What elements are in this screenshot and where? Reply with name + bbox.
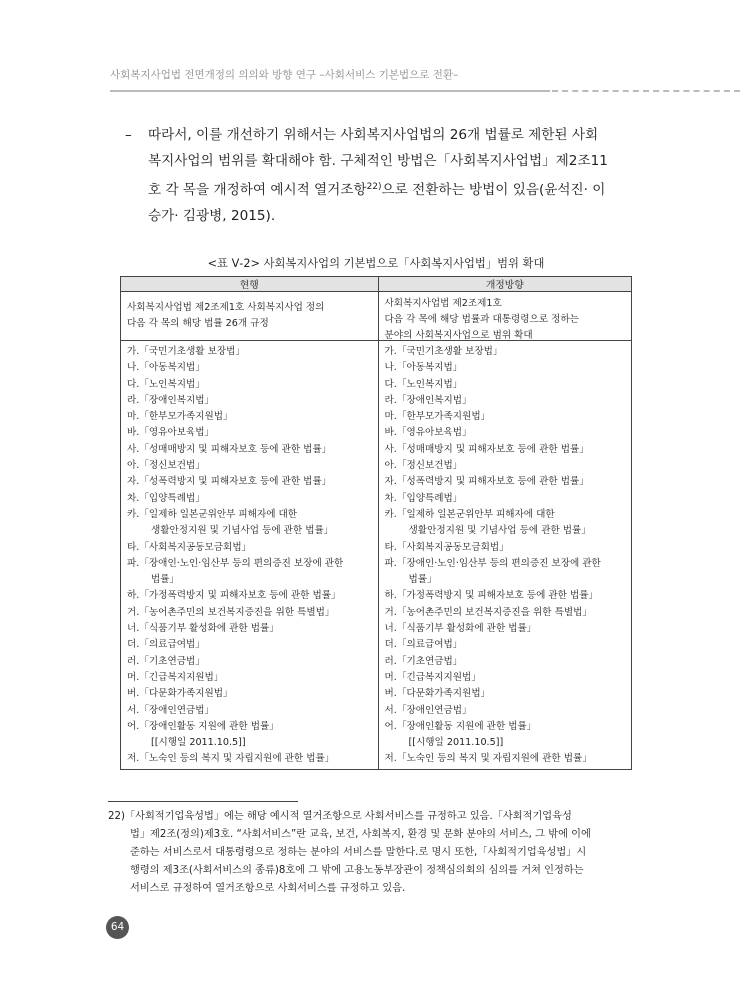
law-item: 바.「영유아보육법」 [384,427,472,439]
law-item: 아.「정신보건법」 [384,460,463,472]
law-item: 서.「장애인연금법」 [127,704,215,716]
law-item: 어.「장애인활동 지원에 관한 법률」 [384,720,537,732]
law-item: 사.「성매매방지 및 피해자보호 등에 관한 법률」 [384,443,589,455]
law-item: 나.「아동복지법」 [127,362,205,374]
law-item: 가.「국민기초생활 보장법」 [127,346,245,357]
law-item-continuation: 생활안정지원 및 기념사업 등에 관한 법률」 [151,525,334,537]
current-law-list [121,341,378,769]
law-item: 더.「의료급여법」 [127,639,205,651]
law-item: 머.「긴급복지지원법」 [127,671,224,683]
body-line-3-end: 으로 전환하는 방법이 있음(윤석진· 이 [381,182,606,198]
law-item: 바.「영유아보육법」 [127,427,215,439]
revised-intro-line: 다음 각 목에 해당 법률과 대통령령으로 정하는 [384,314,579,325]
law-item: 차.「입양특례법」 [127,492,205,504]
law-item: 머.「긴급복지지원법」 [384,671,481,683]
revised-intro-line: 분야의 사회복지사업으로 범위 확대 [384,330,533,341]
comparison-table [120,276,632,770]
law-item: 라.「장애인복지법」 [384,394,472,406]
header-rule [110,90,550,92]
law-item: 마.「한부모가족지원법」 [384,411,491,423]
law-item-continuation: 법률」 [408,574,437,586]
law-item: 타.「사회복지공동모금회법」 [127,541,252,553]
law-item: 파.「장애인·노인·임산부 등의 편의증진 보장에 관한 [384,557,601,569]
body-paragraph [125,122,645,229]
law-item: 버.「다문화가족지원법」 [384,688,491,700]
law-item: 파.「장애인·노인·임산부 등의 편의증진 보장에 관한 [127,557,344,569]
law-item: 버.「다문화가족지원법」 [127,688,233,700]
law-item: 아.「정신보건법」 [127,460,205,472]
body-line-1: 따라서, 이를 개선하기 위해서는 사회복지사업법의 26개 법률로 제한된 사회 [148,127,599,143]
law-item: 사.「성매매방지 및 피해자보호 등에 관한 법률」 [127,443,332,455]
law-item: 하.「가정폭력방지 및 피해자보호 등에 관한 법률」 [127,590,341,602]
law-item: 거.「농어촌주민의 보건복지증진을 위한 특별법」 [384,606,593,618]
law-item: 서.「장애인연금법」 [384,704,472,716]
law-item: 너.「식품기부 활성화에 관한 법률」 [127,623,279,635]
law-item: 자.「성폭력방지 및 피해자보호 등에 관한 법률」 [384,476,589,488]
header-dashed-rule [552,90,740,92]
revised-intro-cell [378,292,631,341]
law-item: 어.「장애인활동 지원에 관한 법률」 [127,720,279,732]
current-intro-line: 사회복지사업법 제2조제1호 사회복지사업 정의 [127,302,325,313]
body-line-3 [125,174,645,203]
footnote-line: 법」제2조(정의)제3호. “사회서비스”란 교육, 보건, 사회복지, 환경 및 문화 분야의 서비스, 그 밖에 이에 [130,829,591,840]
header-revised: 개정방향 [378,277,631,292]
law-item: 러.「기초연금법」 [127,655,205,667]
law-item: 카.「일제하 일본군위안부 피해자에 대한 [384,508,555,520]
revised-intro-line: 사회복지사업법 제2조제1호 [384,298,502,309]
law-item: 저.「노숙인 등의 복지 및 자립지원에 관한 법률」 [127,753,335,765]
page-number: 64 [106,916,129,939]
revised-law-list-cell [378,341,631,770]
current-intro-cell [121,292,379,341]
law-item: 다.「노인복지법」 [127,378,205,390]
bullet-dash: – [125,127,132,143]
current-law-list-cell [121,341,379,770]
law-item: 하.「가정폭력방지 및 피해자보호 등에 관한 법률」 [384,590,599,602]
footnote-22 [108,808,638,898]
law-item: 다.「노인복지법」 [384,378,463,390]
running-header: 사회복지사업법 전면개정의 의의와 방향 연구 –사회서비스 기본법으로 전환– [110,69,459,81]
footnote-line: 서비스로 규정하여 열거조항으로 사회서비스를 규정하고 있음. [130,883,406,894]
law-item: 러.「기초연금법」 [384,655,463,667]
footnote-line: 22)「사회적기업육성법」에는 해당 예시적 열거조항으로 사회서비스를 규정하고 있음.「사회적기업육성 [108,811,572,822]
table-caption: <표 Ⅴ-2> 사회복지사업의 기본법으로「사회복지사업법」범위 확대 [207,257,545,270]
header-current: 현행 [121,277,379,292]
footnote-line: 행령의 제3조(사회서비스의 종류)8호에 그 밖에 고용노동부장관이 정책심의회의 심의를 거쳐 인정하는 [130,865,584,876]
law-item: 가.「국민기초생활 보장법」 [384,346,503,357]
law-item: 나.「아동복지법」 [384,362,463,374]
law-item-continuation: 생활안정지원 및 기념사업 등에 관한 법률」 [408,525,591,537]
law-item: 마.「한부모가족지원법」 [127,411,233,423]
law-item: 차.「입양특례법」 [384,492,463,504]
law-item-continuation: 법률」 [151,574,180,586]
footnote-line: 준하는 서비스로서 대통령령으로 정하는 분야의 서비스를 말한다.로 명시 또한,「사회적기업육성법」시 [130,847,587,858]
footnote-rule [108,801,298,802]
law-item: 라.「장애인복지법」 [127,394,215,406]
body-line-3-start: 호 각 목을 개정하여 예시적 열거조항 [148,182,367,198]
revised-law-list [379,341,631,769]
law-item: 너.「식품기부 활성화에 관한 법률」 [384,623,537,635]
law-item: 거.「농어촌주민의 보건복지증진을 위한 특별법」 [127,606,335,618]
law-item-continuation: [[시행일 2011.10.5]] [151,737,246,749]
law-item-continuation: [[시행일 2011.10.5]] [408,737,504,749]
body-line-2: 복지사업의 범위를 확대해야 함. 구체적인 방법은「사회복지사업법」제2조11 [148,153,608,169]
law-item: 자.「성폭력방지 및 피해자보호 등에 관한 법률」 [127,476,332,488]
body-line-4: 승가· 김광병, 2015). [148,208,276,224]
law-item: 더.「의료급여법」 [384,639,463,651]
footnote-ref-22[interactable]: 22) [366,182,382,192]
law-item: 카.「일제하 일본군위안부 피해자에 대한 [127,508,298,520]
current-intro-line: 다음 각 목의 해당 법률 26개 규정 [127,318,269,329]
law-item: 저.「노숙인 등의 복지 및 자립지원에 관한 법률」 [384,753,592,765]
law-item: 타.「사회복지공동모금회법」 [384,541,509,553]
